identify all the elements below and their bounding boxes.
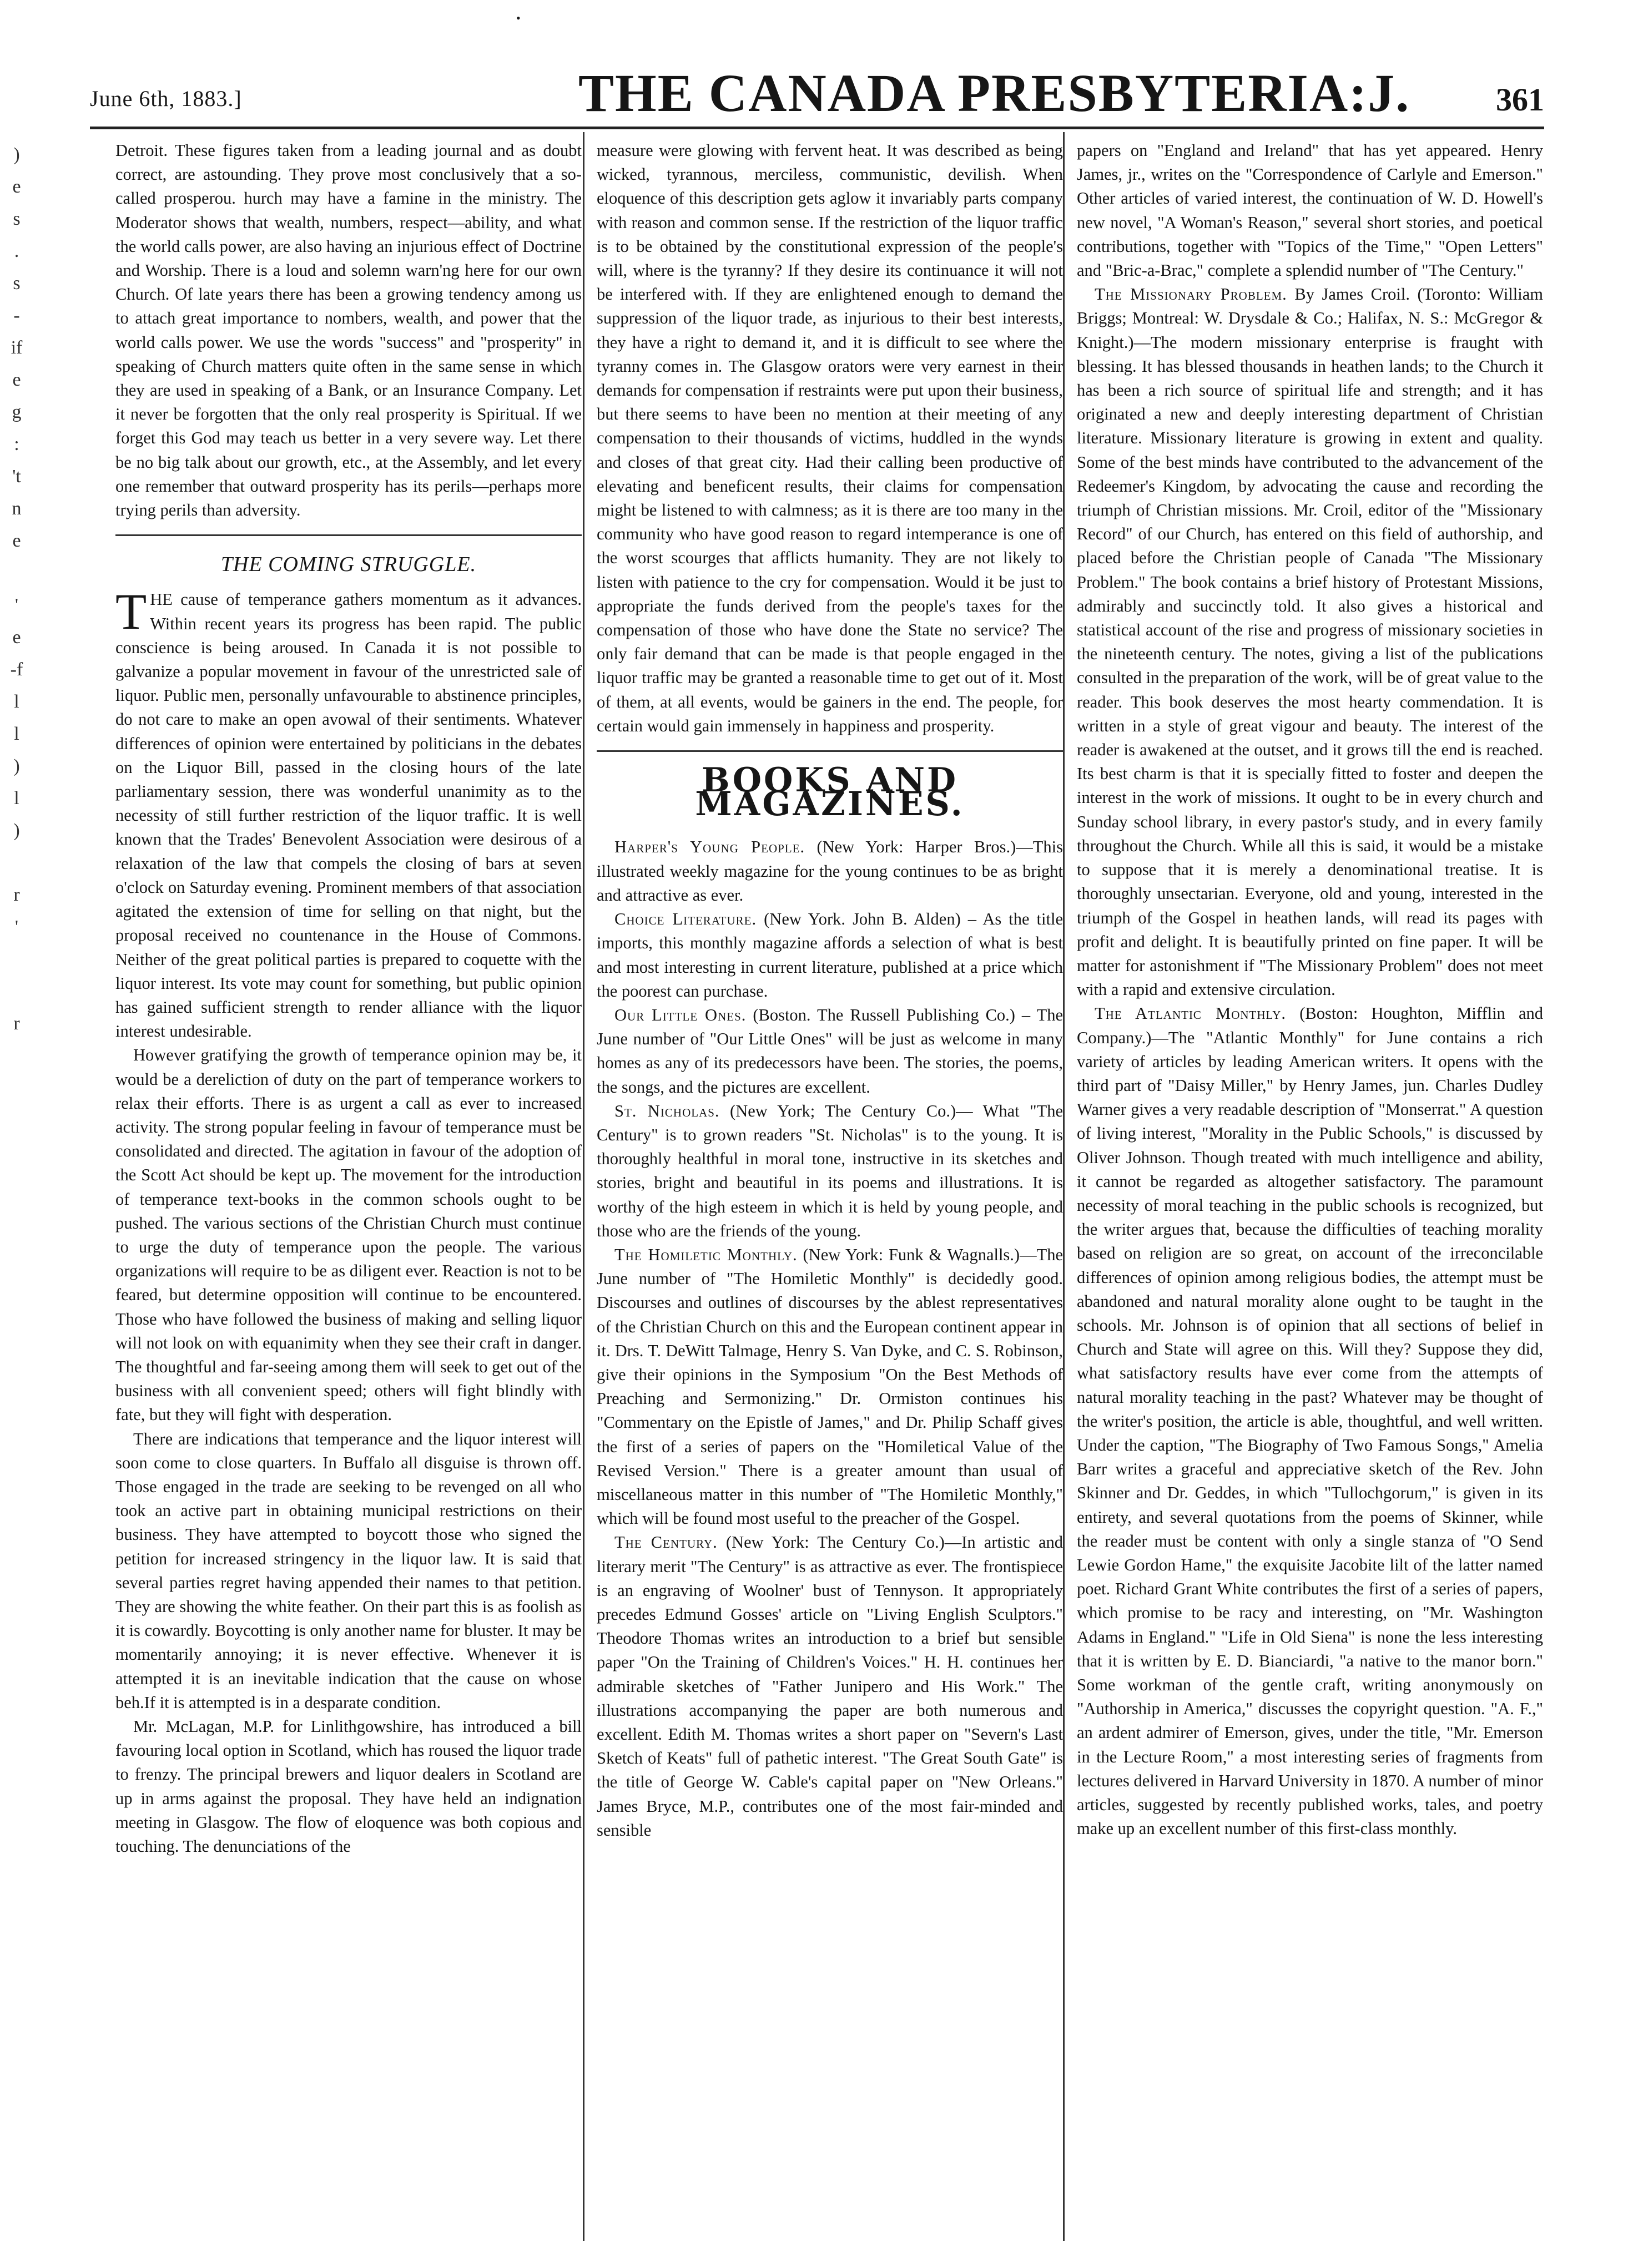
margin-mark: l [14, 691, 19, 712]
review-entry: The Century. (New York: The Century Co.)—In artistic and literary merit "The Century" is as attractive as ever. The frontispiece is an engraving of Woolner' bust of Tennyson. It appropriately precedes Edmund Gosses' article on "Living English Sculptors." Theodore Thomas writes an introduction to a brief but sensible paper "On the Training of Children's Voices." H. H. continues her admirable sketches of "Father Junipero and His Work." The illustrations accompanying the paper are both numerous and excellent. Edith M. Thomas writes a short paper on "Severn's Last Sketch of Keats" full of pathetic interest. "The Great South Gate" is the title of George W. Cable's capital paper on "New Orleans." James Bryce, M.P., contributes one of the most fair-minded and sensible [597, 1533, 1063, 1840]
margin-mark: ) [13, 756, 20, 776]
margin-mark: l [14, 724, 19, 744]
margin-mark: ' [14, 595, 19, 615]
review-entry: The Atlantic Monthly. (Boston: Houghton, Mifflin and Company.)—The "Atlantic Monthly" for June contains a rich variety of articles by leading American writers. It opens with the third part of "Daisy Miller," by Henry James, jun. Charles Dudley Warner gives a very readable description of "Monserrat." A question of living interest, "Morality in the Public Schools," is discussed by Oliver Johnson. Though treated with much intelligence and ability, it cannot be regarded as altogether satisfactory. The paramount necessity of moral teaching in the public schools is recognized, but the writer argues that, because the difficulties of teaching morality based on religion are so great, on account of the irreconcilable differences of opinion among religious bodies, the attempt must be abandoned and natural morality alone ought to be taught in the schools. Mr. Johnson is of opinion that all sections of belief in Church and State will agree on this. Will they? Suppose they did, what satisfactory results have ever come from the attempts of natural morality teaching in the past? Whatever may be thought of the writer's position, the article is able, thoughtful, and well written. Under the caption, "The Biography of Two Famous Songs," Amelia Barr writes a graceful and appreciative sketch of the Rev. John Skinner and Dr. Geddes, in which "Tullochgorum," is given in its entirety, and several quotations from the poems of Skinner, while the reader must be content with only a single stanza of "O Send Lewie Gordon Hame," the exquisite Jacobite lilt of the latter named poet. Richard Grant White contributes the first of a series of papers, which promise to be racy and interesting, on "Mr. Washington Adams in England." "Life in Old Siena" is none the less interesting that it is written by E. D. Bianciardi, "a native to the manor born." Some workman of the gentle craft, writing anonymously on "Authorship in America," discusses the copyright question. "A. F.," an ardent admirer of Emerson, gives, under the title, "Mr. Emerson in the Lecture Room," a most interesting series of fragments from lectures delivered in Harvard University in 1870. A number of minor articles, suggested by recently published works, tales, and poetry make up an excellent number of this first-class monthly. [1077, 1004, 1543, 1838]
section-rule [597, 750, 1063, 752]
article-paragraph: measure were glowing with fervent heat. It was described as being wicked, tyrannous, merciless, communistic, devilish. When eloquence of this description gets aglow it invariably parts company with reason and common sense. If the restriction of the liquor traffic is to be obtained by the constitutional expression of the people's will, where is the tyranny? If they desire its continuance it will not be interfered with. If they are enlightened enough to demand the suppression of the liquor trade, as injurious to their best interests, they have a right to demand it, and it is difficult to see where the tyranny comes in. The Glasgow orators were very earnest in their demands for compensation if restraints were put upon their business, but there seems to have been no mention at their meeting of any compensation to their thousands of victims, huddled in the wynds and closes of that great city. Had their calling been productive of elevating and beneficent results, their claims for compensation might be listened to with calmness; as it is there are too many in the community who have good reason to regard intemperance is one of the worst scourges that afflicts humanity. They are not likely to listen with patience to the cry for compensation. Would it be just to appropriate the funds derived from the people's taxes for the compensation of those who have done the State no service? The only fair demand that can be made is that people engaged in the liquor traffic may be granted a reasonable time to get out of it. Most of them, at all events, would be gainers in the end. The people, for certain would gain immensely in happiness and prosperity. [597, 141, 1063, 735]
page-header [90, 62, 1544, 123]
margin-mark: ) [13, 820, 20, 841]
margin-mark: g [12, 402, 22, 422]
margin-mark [0, 976, 33, 1008]
margin-mark: n [12, 498, 22, 519]
margin-mark: . [14, 241, 19, 261]
review-entry: Harper's Young People. (New York: Harper Bros.)—This illustrated weekly magazine for the young continues to be as bright and attractive as ever. [597, 837, 1064, 905]
margin-mark: r [13, 1013, 20, 1034]
review-entry: The Missionary Problem. By James Croil. (Toronto: William Briggs; Montreal: W. Drysdale & Co.; Halifax, N. S.: McGregor & Knight.)—The modern missionary enterprise is fraught with blessing. It has blessed thousands in heathen lands; to the Church it has been a rich source of spiritual life and strength; and it has originated a new and deeply interesting department of Christian literature. Missionary literature is growing in extent and quality. Some of the best minds have contributed to the advancement of the Redeemer's Kingdom, by advocating the cause and recording the triumph of Christian missions. Mr. Croil, editor of the "Missionary Record" of our Church, has entered on this field of authorship, and placed before the Christian people of Canada "The Missionary Problem." The book contains a brief history of Protestant Missions, admirably and succinctly told. It also gives a historical and statistical account of the rise and progress of missionary societies in the nineteenth century. The notes, giving a list of the publications consulted in the preparation of the work, will be of great value to the reader. This book deserves the most hearty commendation. It is written in a style of great vigour and beauty. The interest of the reader is awakened at the outset, and it grows till the end is reached. Its best charm is that it is specially fitted to foster and deepen the interest in the work of missions. It ought to be in every church and Sunday school library, in every pastor's study, and in every family throughout the Church. While all this is said, it would be a mistake to suppose that it is merely a denominational treatise. It is thoroughly unsectarian. Everyone, old and young, interested in the triumph of the Gospel in heathen lands, will read its pages with profit and delight. It is beautifully printed on fine paper. It will be matter for astonishment if "The Missionary Problem" does not meet with a rapid and extensive circulation. [1077, 285, 1543, 999]
margin-marks [0, 139, 33, 1034]
margin-mark: l [14, 788, 19, 809]
article-paragraph: Mr. McLagan, M.P. for Linlithgowshire, has introduced a bill favouring local option in Scotland, which has roused the liquor trade to frenzy. The principal brewers and liquor dealers in Scotland are up in arms against the proposal. They have held an indignation meeting in Glasgow. The flow of eloquence was both copious and touching. The denunciations of the [115, 1717, 582, 1856]
column-2 [597, 139, 1063, 1842]
column-1 [115, 139, 582, 1858]
margin-mark: ) [13, 144, 20, 165]
margin-mark [0, 943, 33, 976]
margin-mark: e [12, 176, 21, 197]
column-divider [1063, 132, 1065, 2241]
article-paragraph: Detroit. These figures taken from a leading journal and as doubt correct, are astounding. They prove most conclusively that a so-called prosperou. hurch may have a famine in the ministry. The Moderator shows that wealth, numbers, respect—ability, and what the world calls power, are also having an injurious effect of Doctrine and Worship. There is a loud and solemn warn'ng here for our own Church. Of late years there has been a growing tendency among us to attach great importance to nombers, wealth, and power that the world calls power. We use the words "success" and "prosperity" in speaking of Church matters quite often in the same sense in which they are used in speaking of a Bank, or an Insurance Company. Let it never be forgotten that the only real prosperity is Spiritual. If we forget this God may teach us better in a very severe way. Let there be no big talk about our growth, etc., at the Assembly, and let every one remember that outward prosperity has its perils—perhaps more trying perils than adversity. [115, 141, 582, 520]
margin-mark: s [13, 209, 21, 229]
margin-mark: e [12, 531, 21, 551]
column-3 [1077, 139, 1543, 1841]
review-entry: St. Nicholas. (New York; The Century Co.)— What "The Century" is to grown readers "St. Nicholas" is to the young. It is thoroughly healthful in moral tone, instructive in its sketches and stories, bright and beautiful in its poems and illustrations. It is worthy of the high esteem in which it is held by young people, and those who are the friends of the young. [597, 1101, 1064, 1240]
margin-mark: ' [14, 917, 19, 937]
article-paragraph: papers on "England and Ireland" that has yet appeared. Henry James, jr., writes on the "Correspondence of Carlyle and Emerson." Other articles of varied interest, the continuation of W. D. Howell's new novel, "A Woman's Reason," several short stories, and poetical contributions, together with "Topics of the Time," "Open Letters" and "Bric-a-Brac," complete a splendid number of "The Century." [1077, 141, 1543, 280]
margin-mark: - [13, 305, 20, 326]
header-rule [90, 127, 1544, 129]
column-divider [583, 132, 584, 2241]
margin-mark: -f [10, 659, 23, 680]
margin-mark: r [13, 885, 20, 905]
issue-date: June 6th, 1883.] [90, 86, 242, 111]
margin-mark: s [13, 273, 21, 294]
margin-mark [0, 847, 33, 879]
dot-mark: • [516, 11, 521, 25]
books-and-magazines-banner: BOOKS AND MAGAZINES. [695, 761, 965, 824]
page-number: 361 [1496, 82, 1544, 118]
review-entry: The Homiletic Monthly. (New York: Funk & Wagnalls.)—The June number of "The Homiletic Monthly" is decidedly good. Discourses and outlines of discourses by the ablest representatives of the Christian Church on this and the European continent appear in it. Drs. T. DeWitt Talmage, Henry S. Van Dyke, and C. S. Robinson, give their opinions in the Symposium "On the Best Methods of Preaching and Sermonizing." Dr. Ormiston continues his "Commentary on the Epistle of James," and Dr. Philip Schaff gives the first of a series of papers on the "Homiletical Value of the Revised Version." There is a greater amount than usual of miscellaneous matter in this number of "The Homiletic Monthly," which will be found most useful to the preacher of the Gospel. [597, 1245, 1063, 1528]
margin-mark [0, 557, 33, 589]
margin-mark: if [11, 337, 23, 358]
margin-mark: 't [12, 466, 21, 487]
review-entry: Our Little Ones. (Boston. The Russell Publishing Co.) – The June number of "Our Little Ones" will be just as welcome in many homes as any of its predecessors have been. The stories, the poems, the songs, and the pictures are excellent. [597, 1005, 1063, 1097]
article-paragraph: THE cause of temperance gathers momentum as it advances. Within recent years its progress has been rapid. The public conscience is being aroused. In Canada it is not possible to galvanize a popular movement in favour of the unrestricted sale of liquor. Public men, personally unfavourable to abstinence principles, do not care to make an open avowal of their sentiments. Whatever differences of opinion were entertained by politicians in the debates on the Liquor Bill, passed in the closing hours of the late parliamentary session, there was wonderful unanimity as to the necessity of still further restriction of the liquor traffic. It is well known that the Trades' Benevolent Association were desirous of a relaxation of the law that compels the closing of bars at seven o'clock on Saturday evening. Prominent members of that association agitated the extension of time for selling on that night, but the proposal received no countenance in the House of Commons. Neither of the great political parties is prepared to coquette with the liquor interest. Its vote may count for something, but public opinion has gained sufficient strength to render alliance with the liquor interest undesirable. [115, 583, 582, 1041]
section-rule [115, 534, 582, 536]
article-paragraph: However gratifying the growth of temperance opinion may be, it would be a dereliction of duty on the part of temperance workers to relax their efforts. There is as urgent a call as ever to increased activity. The strong popular feeling in favour of temperance must be consolidated and directed. The agitation in favour of the adoption of the Scott Act should be kept up. The movement for the introduction of temperance text-books in the common schools ought to be pushed. The various sections of the Christian Church must continue to urge the duty of temperance upon the people. The various organizations will require to be as diligent ever. Reaction is not to be feared, but determine opposition will continue to be encountered. Those who have followed the business of making and selling liquor will not look on with equanimity when they see their craft in danger. The thoughtful and far-seeing among them will seek to get out of the business with all convenient speed; others will fight blindly with fate, but they will fight with desperation. [115, 1045, 582, 1425]
review-entry: Choice Literature. (New York. John B. Alden) – As the title imports, this monthly magazine affords a selection of what is best and most interesting in current literature, published at a price which the poorest can purchase. [597, 910, 1063, 1001]
margin-mark: e [12, 627, 21, 648]
article-paragraph: There are indications that temperance and the liquor interest will soon come to close quarters. In Buffalo all disguise is thrown off. Those engaged in the trade are seeking to be revenged on all who took an active part in obtaining municipal restrictions on their business. They have attempted to boycott those who signed the petition for increased stringency in the liquor law. It is said that several parties regret having appended their names to that petition. They are showing the white feather. On their part this is as foolish as it is cowardly. Boycotting is only another name for bluster. It may be momentarily annoying; it is never effective. Whenever it is attempted it is an inevitable indication that the cause on whose beh.If it is attempted is in a desparate condition. [115, 1429, 582, 1712]
margin-mark: : [14, 434, 19, 454]
margin-mark: e [12, 370, 21, 390]
section-title: THE COMING STRUGGLE. [220, 553, 477, 577]
drop-cap: T [115, 583, 147, 640]
journal-title: THE CANADA PRESBYTERIA:J. [578, 63, 1410, 123]
